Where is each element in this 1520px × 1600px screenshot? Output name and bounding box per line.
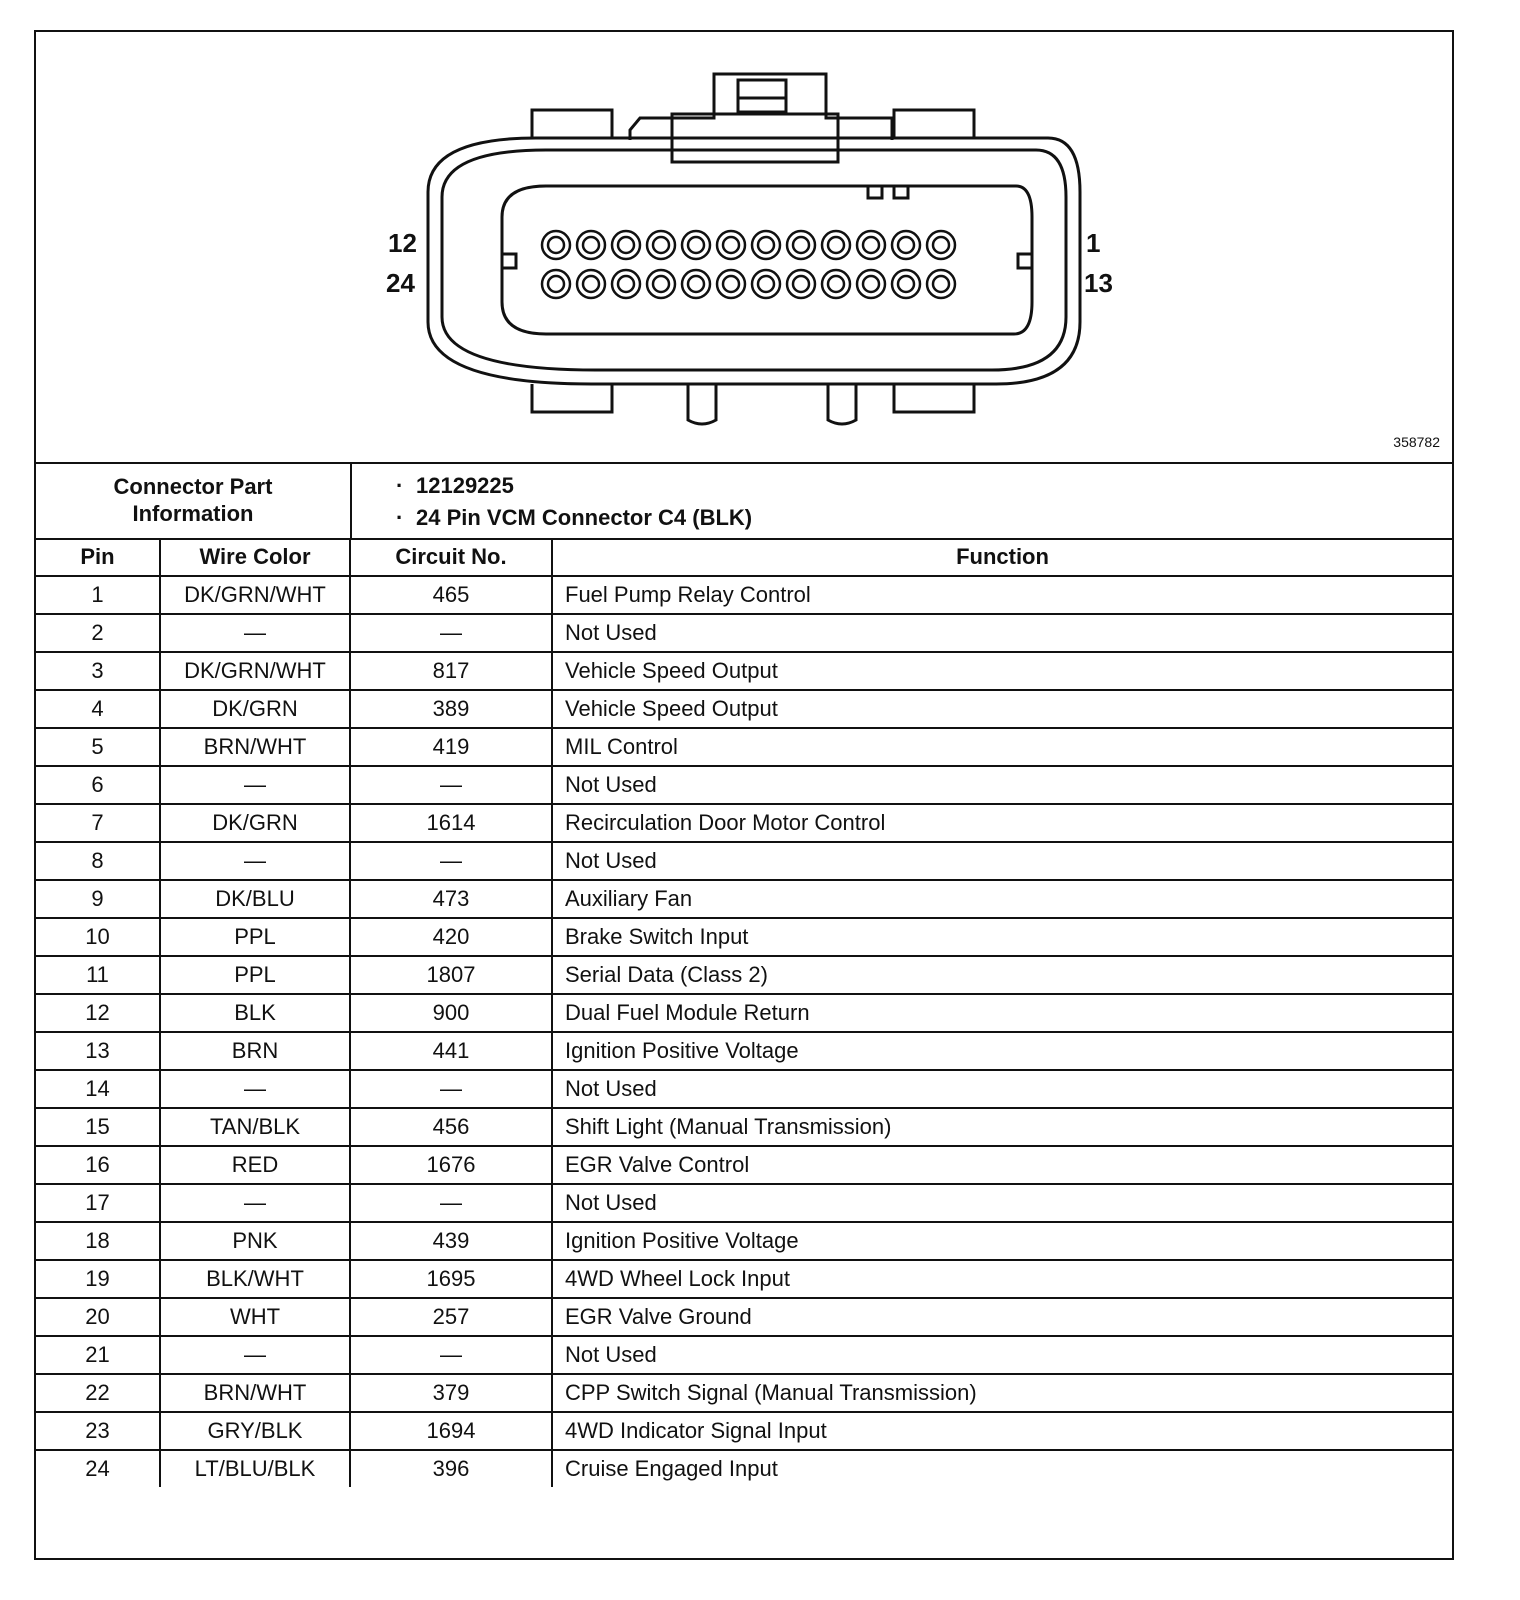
pin-hole [647, 270, 675, 298]
pin-cell: 17 [36, 1184, 160, 1222]
wire-color-cell: — [160, 1336, 350, 1374]
pin-hole [927, 270, 955, 298]
function-cell: CPP Switch Signal (Manual Transmission) [552, 1374, 1452, 1412]
pin-hole-inner [583, 237, 599, 253]
wire-color-cell: WHT [160, 1298, 350, 1336]
circuit-cell: 1614 [350, 804, 552, 842]
table-row [36, 766, 1452, 804]
table-row [36, 1336, 1452, 1374]
function-cell: Brake Switch Input [552, 918, 1452, 956]
table-row [36, 1070, 1452, 1108]
pin-hole [752, 270, 780, 298]
pin-label-24: 24 [386, 268, 415, 298]
wire-color-cell: BLK/WHT [160, 1260, 350, 1298]
pin-hole [857, 231, 885, 259]
pin-hole [822, 231, 850, 259]
pin-hole [577, 231, 605, 259]
pin-cell: 4 [36, 690, 160, 728]
pin-hole-inner [618, 237, 634, 253]
function-cell: Not Used [552, 766, 1452, 804]
pin-hole-inner [933, 237, 949, 253]
wire-color-cell: PNK [160, 1222, 350, 1260]
wire-color-cell: BLK [160, 994, 350, 1032]
pin-cell: 18 [36, 1222, 160, 1260]
pin-hole [927, 231, 955, 259]
circuit-cell: 1694 [350, 1412, 552, 1450]
pin-hole [857, 270, 885, 298]
pin-cell: 2 [36, 614, 160, 652]
pin-cell: 5 [36, 728, 160, 766]
function-cell: Fuel Pump Relay Control [552, 576, 1452, 614]
pin-cell: 14 [36, 1070, 160, 1108]
table-row [36, 956, 1452, 994]
table-row [36, 1108, 1452, 1146]
pin-hole-inner [758, 276, 774, 292]
bullet-icon: · [396, 505, 404, 530]
circuit-cell: — [350, 614, 552, 652]
function-cell: Dual Fuel Module Return [552, 994, 1452, 1032]
pin-hole [822, 270, 850, 298]
connector-inner-shell [442, 150, 1066, 370]
circuit-cell: 1676 [350, 1146, 552, 1184]
pin-hole-inner [618, 276, 634, 292]
wire-color-cell: DK/GRN [160, 804, 350, 842]
connector-info-label: Connector Part Information [36, 462, 352, 538]
function-cell: Shift Light (Manual Transmission) [552, 1108, 1452, 1146]
pin-hole-inner [548, 237, 564, 253]
pin-hole-inner [863, 237, 879, 253]
table-row [36, 804, 1452, 842]
wire-color-cell: — [160, 766, 350, 804]
circuit-cell: 420 [350, 918, 552, 956]
pin-hole-inner [688, 276, 704, 292]
connector-part-information [36, 462, 1452, 540]
pin-hole-inner [723, 276, 739, 292]
table-row [36, 614, 1452, 652]
pin-hole-inner [933, 276, 949, 292]
table-row [36, 1298, 1452, 1336]
circuit-cell: 817 [350, 652, 552, 690]
pin-cell: 1 [36, 576, 160, 614]
pin-hole-inner [828, 276, 844, 292]
header-circuit-no: Circuit No. [350, 538, 552, 576]
function-cell: Not Used [552, 842, 1452, 880]
circuit-cell: 1807 [350, 956, 552, 994]
connector-face-drawing [36, 32, 1452, 462]
function-cell: Cruise Engaged Input [552, 1450, 1452, 1487]
wire-color-cell: BRN/WHT [160, 1374, 350, 1412]
function-cell: Not Used [552, 1070, 1452, 1108]
wire-color-cell: — [160, 614, 350, 652]
wire-color-cell: TAN/BLK [160, 1108, 350, 1146]
table-row [36, 1450, 1452, 1487]
circuit-cell: 389 [350, 690, 552, 728]
pin-cell: 13 [36, 1032, 160, 1070]
wire-color-cell: PPL [160, 918, 350, 956]
circuit-cell: 441 [350, 1032, 552, 1070]
wire-color-cell: DK/GRN/WHT [160, 576, 350, 614]
table-row [36, 1412, 1452, 1450]
wire-color-cell: BRN [160, 1032, 350, 1070]
function-cell: Not Used [552, 614, 1452, 652]
wire-color-cell: — [160, 1184, 350, 1222]
connector-diagram [36, 32, 1452, 464]
pin-cell: 24 [36, 1450, 160, 1487]
function-cell: EGR Valve Control [552, 1146, 1452, 1184]
latch-window [738, 80, 786, 112]
pin-cell: 7 [36, 804, 160, 842]
function-cell: Ignition Positive Voltage [552, 1032, 1452, 1070]
function-cell: Ignition Positive Voltage [552, 1222, 1452, 1260]
wire-color-cell: PPL [160, 956, 350, 994]
pin-hole [577, 270, 605, 298]
circuit-cell: — [350, 842, 552, 880]
pin-cell: 11 [36, 956, 160, 994]
pin-cell: 21 [36, 1336, 160, 1374]
function-cell: 4WD Wheel Lock Input [552, 1260, 1452, 1298]
wire-color-cell: DK/GRN [160, 690, 350, 728]
wire-color-cell: DK/BLU [160, 880, 350, 918]
wire-color-cell: RED [160, 1146, 350, 1184]
pin-hole [612, 231, 640, 259]
pin-hole [542, 231, 570, 259]
pin-cell: 6 [36, 766, 160, 804]
table-row [36, 918, 1452, 956]
pin-hole-inner [898, 276, 914, 292]
table-row [36, 994, 1452, 1032]
table-row [36, 1184, 1452, 1222]
pin-hole [717, 270, 745, 298]
pin-hole [612, 270, 640, 298]
function-cell: MIL Control [552, 728, 1452, 766]
pin-cell: 8 [36, 842, 160, 880]
circuit-cell: — [350, 1184, 552, 1222]
pin-hole [682, 231, 710, 259]
pinout-table [36, 538, 1452, 1487]
wire-color-cell: — [160, 842, 350, 880]
connector-description: · 24 Pin VCM Connector C4 (BLK) [396, 502, 752, 534]
circuit-cell: 1695 [350, 1260, 552, 1298]
circuit-cell: — [350, 766, 552, 804]
header-function: Function [552, 538, 1452, 576]
circuit-cell: 419 [350, 728, 552, 766]
wire-color-cell: GRY/BLK [160, 1412, 350, 1450]
pin-hole-inner [583, 276, 599, 292]
circuit-cell: 456 [350, 1108, 552, 1146]
pin-cell: 20 [36, 1298, 160, 1336]
pin-hole-inner [898, 237, 914, 253]
function-cell: Recirculation Door Motor Control [552, 804, 1452, 842]
pin-label-13: 13 [1084, 268, 1113, 298]
circuit-cell: 473 [350, 880, 552, 918]
table-row [36, 1260, 1452, 1298]
pin-hole [542, 270, 570, 298]
function-cell: Vehicle Speed Output [552, 652, 1452, 690]
pin-hole-inner [653, 276, 669, 292]
header-wire-color: Wire Color [160, 538, 350, 576]
pin-cell: 10 [36, 918, 160, 956]
circuit-cell: 396 [350, 1450, 552, 1487]
wire-color-cell: — [160, 1070, 350, 1108]
circuit-cell: 900 [350, 994, 552, 1032]
circuit-cell: — [350, 1070, 552, 1108]
connector-outer-shell [428, 138, 1080, 384]
table-row [36, 1374, 1452, 1412]
function-cell: Not Used [552, 1336, 1452, 1374]
connector-info-list [396, 470, 752, 534]
function-cell: EGR Valve Ground [552, 1298, 1452, 1336]
table-row [36, 1146, 1452, 1184]
pin-hole-inner [793, 237, 809, 253]
circuit-cell: 465 [350, 576, 552, 614]
wire-color-cell: BRN/WHT [160, 728, 350, 766]
wire-color-cell: LT/BLU/BLK [160, 1450, 350, 1487]
pin-hole-inner [863, 276, 879, 292]
function-cell: 4WD Indicator Signal Input [552, 1412, 1452, 1450]
pin-hole-inner [548, 276, 564, 292]
pin-cell: 16 [36, 1146, 160, 1184]
table-row [36, 880, 1452, 918]
function-cell: Not Used [552, 1184, 1452, 1222]
pin-hole-inner [793, 276, 809, 292]
table-row [36, 728, 1452, 766]
circuit-cell: 257 [350, 1298, 552, 1336]
pin-hole-inner [653, 237, 669, 253]
pin-cell: 12 [36, 994, 160, 1032]
connector-top-latch [630, 74, 892, 140]
pin-cell: 3 [36, 652, 160, 690]
pin-hole [787, 231, 815, 259]
pin-hole [892, 270, 920, 298]
figure-id: 358782 [1393, 434, 1440, 450]
pin-hole [717, 231, 745, 259]
pin-cell: 19 [36, 1260, 160, 1298]
table-row [36, 690, 1452, 728]
function-cell: Serial Data (Class 2) [552, 956, 1452, 994]
table-row [36, 1222, 1452, 1260]
pin-cell: 23 [36, 1412, 160, 1450]
connector-sheet [34, 30, 1454, 1560]
table-row [36, 1032, 1452, 1070]
pin-hole [647, 231, 675, 259]
header-pin: Pin [36, 538, 160, 576]
wire-color-cell: DK/GRN/WHT [160, 652, 350, 690]
pin-hole [892, 231, 920, 259]
pin-hole-inner [723, 237, 739, 253]
bullet-icon: · [396, 473, 404, 498]
function-cell: Auxiliary Fan [552, 880, 1452, 918]
pin-hole [682, 270, 710, 298]
function-cell: Vehicle Speed Output [552, 690, 1452, 728]
pin-hole-inner [828, 237, 844, 253]
pin-hole-inner [758, 237, 774, 253]
pin-cell: 15 [36, 1108, 160, 1146]
circuit-cell: 439 [350, 1222, 552, 1260]
pin-hole-inner [688, 237, 704, 253]
circuit-cell: 379 [350, 1374, 552, 1412]
circuit-cell: — [350, 1336, 552, 1374]
pin-label-12: 12 [388, 228, 417, 258]
pin-hole [787, 270, 815, 298]
table-row [36, 842, 1452, 880]
pin-cell: 22 [36, 1374, 160, 1412]
pin-hole [752, 231, 780, 259]
connector-part-number: · 12129225 [396, 470, 752, 502]
table-row [36, 652, 1452, 690]
pin-cell: 9 [36, 880, 160, 918]
pin-label-1: 1 [1086, 228, 1101, 258]
table-row [36, 576, 1452, 614]
table-header-row [36, 538, 1452, 576]
